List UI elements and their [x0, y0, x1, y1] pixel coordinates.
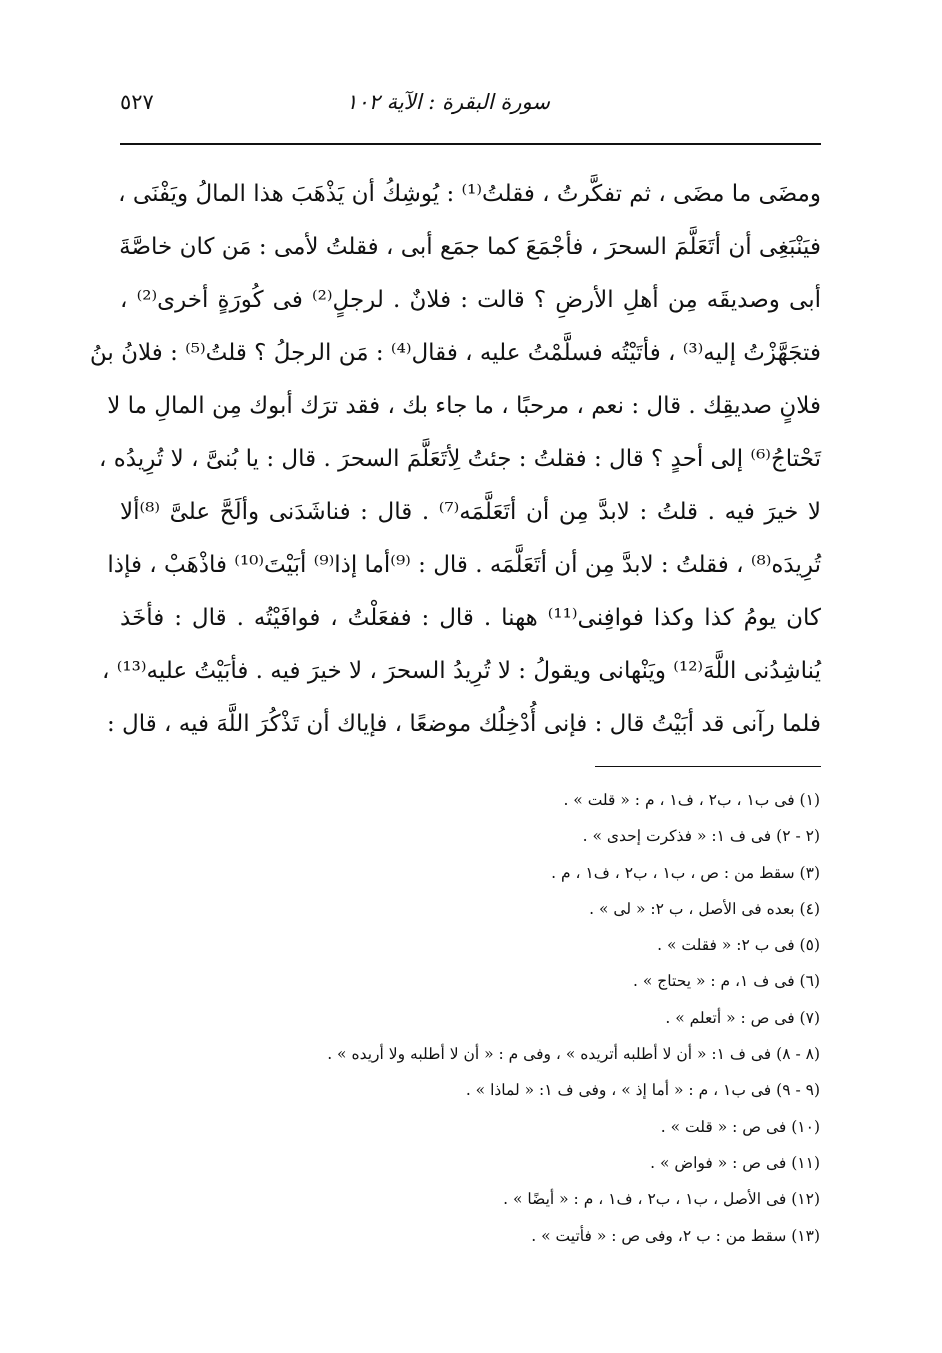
- text-line: ومضَى ما مضَى ، ثم تفكَّرتُ ، فقلتُ⁽¹⁾ : يُوشِكُ أن يَذْهَبَ هذا المالُ ويَفْنَى ،: [118, 181, 821, 207]
- footnote: (٧) فى ص : « أتعلم » .: [665, 1008, 820, 1027]
- footnote-divider: [595, 766, 821, 767]
- footnote: (١٢) فى الأصل ، ب١ ، ب٢ ، ف١ ، م : « أيضًا » .: [503, 1190, 820, 1209]
- text-line: يُناشِدُنى اللَّهَ⁽¹²⁾ ويَنْهانى ويقولُ : لا تُرِيدُ السحرَ ، لا خيرَ فيه . فأبَيْتُ عليه⁽¹³⁾ ،: [102, 658, 821, 684]
- text-line: فتجَهَّزْتُ إليه⁽³⁾ ، فأتَيْتُه فسلَّمْتُ عليه ، فقال⁽⁴⁾ : مَن الرجلُ ؟ قلتُ⁽⁵⁾ : فلانُ بنُ: [89, 340, 821, 366]
- footnote: (٦) فى ف ١، م : « يحتاج » .: [633, 972, 820, 991]
- footnote: (٢ - ٢) فى ف ١: « فذكرت إحدى » .: [582, 827, 820, 846]
- footnote: (٥) فى ب ٢: « فقلت » .: [657, 936, 820, 955]
- text-line: أبى وصديقَه مِن أهلِ الأرضِ ؟ قالت : فلانٌ . لرجلٍ⁽²⁾ فى كُورَةٍ أخرى⁽²⁾ ،: [120, 287, 821, 313]
- text-line: فلانٍ صديقِك . قال : نعم ، مرحبًا ، ما جاء بك ، فقد ترَك أبوك مِن المالِ ما لا: [107, 393, 821, 419]
- header-divider: [120, 143, 821, 145]
- footnote: (١١) فى ص : « فواض » .: [650, 1153, 820, 1172]
- text-line: تَحْتاجُ⁽⁶⁾ إلى أحدٍ ؟ قال : فقلتُ : جئتُ لِأتَعَلَّمَ السحرَ . قال : يا بُنىَّ ، لا تُرِيدُه ،: [99, 446, 821, 472]
- footnote: (١٠) فى ص : « قلت » .: [660, 1117, 820, 1136]
- text-line: فيَنْبَغِى أن أتَعَلَّمَ السحرَ ، فأجْمَعَ كما جمَع أبى ، فقلتُ لأمى : مَن كان خاصَّةَ: [119, 234, 821, 260]
- text-line: فلما رآنى قد أبَيْتُ قال : فإنى أُدْخِلُك موضعًا ، فإياك أن تَذْكُرَ اللَّهَ فيه ، قال :: [106, 711, 821, 737]
- main-text: [89, 168, 821, 751]
- running-title: سورة البقرة : الآية ١٠٢: [346, 90, 550, 114]
- footnote: (١) فى ب١ ، ب٢ ، ف١ ، م : « قلت » .: [563, 791, 820, 809]
- footnotes: [120, 782, 820, 1254]
- page-number: ٥٢٧: [120, 90, 154, 114]
- text-line: تُرِيدَه⁽⁸⁾ ، فقلتُ : لابدَّ مِن أن أتَعَلَّمَه . قال : ⁽⁹⁾أما إذا⁽⁹⁾ أبَيْتَ⁽¹⁰⁾ فاذْهَبْ ، فإذا: [107, 552, 821, 578]
- footnote: (٩ - ٩) فى ب١ ، م : « أما إذ » ، وفى ف ١: « لماذا » .: [465, 1081, 820, 1100]
- text-line: كان يومُ كذا وكذا فوافِنى⁽¹¹⁾ ههنا . قال : ففعَلْتُ ، فوافَيْتُه . قال : فأخَذ: [120, 605, 821, 631]
- text-line: لا خيرَ فيه . قلتُ : لابدَّ مِن أن أتَعَلَّمَه⁽⁷⁾ . قال : فناشَدَنى وألَحَّ علىَّ ⁽⁸⁾ألا: [120, 499, 821, 525]
- footnote: (٨ - ٨) فى ف ١: « أن لا أطلبه أتريده » ، وفى م : « أن لا أطلبه ولا أريده » .: [327, 1045, 820, 1064]
- footnote: (٤) بعده فى الأصل ، ب ٢: « لى » .: [589, 899, 820, 918]
- footnote: (١٣) سقط من : ب ٢، وفى ص : « فأتيت » .: [531, 1226, 820, 1245]
- footnote: (٣) سقط من : ص ، ب١ ، ب٢ ، ف١ ، م .: [551, 863, 820, 882]
- page-header: [120, 86, 820, 126]
